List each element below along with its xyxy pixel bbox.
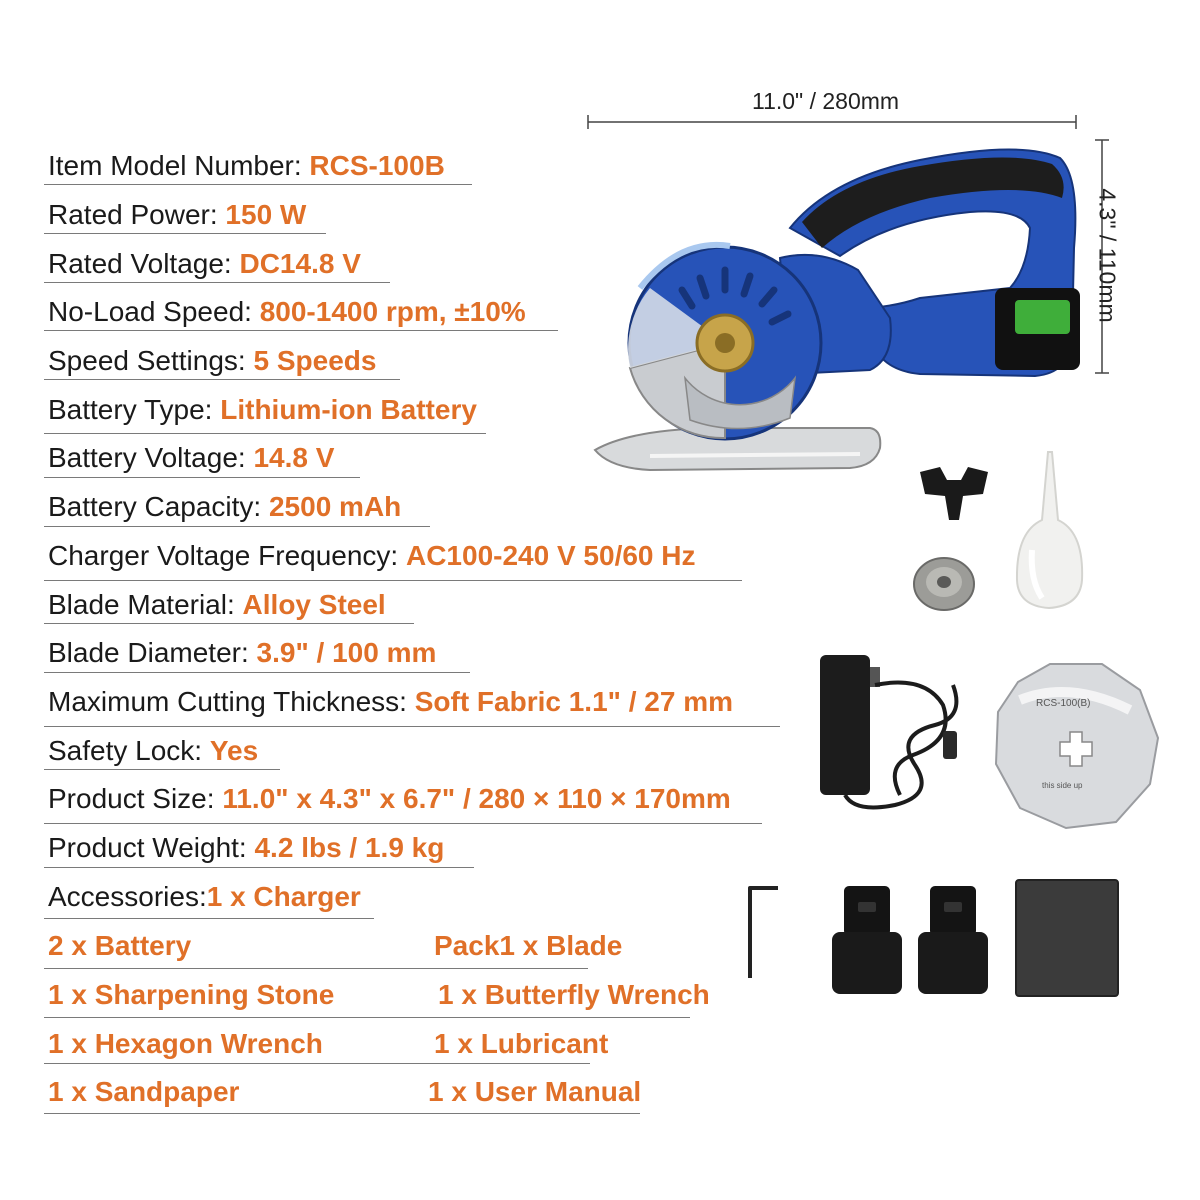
spec-value: Soft Fabric 1.1" / 27 mm	[414, 686, 733, 717]
spec-value: 4.2 lbs / 1.9 kg	[254, 832, 445, 863]
spec-label: Safety Lock:	[48, 735, 210, 766]
divider	[44, 867, 474, 868]
spec-rated-power	[48, 199, 306, 231]
spec-no-load-speed	[48, 296, 526, 328]
spec-cutting-thickness	[48, 686, 733, 718]
height-dimension-label: 4.3" / 110mm	[1094, 188, 1121, 323]
divider	[44, 282, 390, 283]
spec-model	[48, 150, 445, 182]
blade-side-text: this side up	[1042, 781, 1083, 790]
spec-label: Battery Capacity:	[48, 491, 269, 522]
divider	[44, 672, 470, 673]
spec-value: AC100-240 V 50/60 Hz	[405, 540, 696, 571]
spec-label: Speed Settings:	[48, 345, 254, 376]
divider	[44, 330, 558, 331]
spec-label: Battery Type:	[48, 394, 221, 425]
spec-label: Blade Diameter:	[48, 637, 257, 668]
spec-charger-voltage	[48, 540, 696, 572]
spec-label: Rated Power:	[48, 199, 226, 230]
spec-accessories	[48, 881, 361, 913]
sharpening-stone-image	[910, 556, 978, 612]
spec-label: Item Model Number:	[48, 150, 310, 181]
spec-blade-diameter	[48, 637, 436, 669]
spec-label: Accessories:	[48, 881, 207, 912]
divider	[44, 233, 326, 234]
spec-safety-lock	[48, 735, 258, 767]
spec-product-weight	[48, 832, 444, 864]
spec-value: Alloy Steel	[242, 589, 386, 620]
spec-value: 3.9" / 100 mm	[256, 637, 437, 668]
spec-battery-type	[48, 394, 477, 426]
spec-label: Product Weight:	[48, 832, 255, 863]
spec-rated-voltage	[48, 248, 361, 280]
divider	[44, 1017, 690, 1018]
spec-value: 11.0" x 4.3" x 6.7" / 280 × 110 × 170mm	[222, 783, 731, 814]
battery-pack	[832, 886, 902, 994]
spec-value: DC14.8 V	[239, 248, 361, 279]
spec-value: 1 x Charger	[206, 881, 361, 912]
accessory-item: Pack1 x Blade	[434, 930, 623, 961]
spec-battery-capacity	[48, 491, 401, 523]
divider	[44, 379, 400, 380]
divider	[44, 580, 742, 581]
divider	[44, 184, 472, 185]
accessory-item: 1 x Butterfly Wrench	[438, 979, 710, 1010]
divider	[44, 918, 374, 919]
divider	[44, 433, 486, 434]
spec-label: Maximum Cutting Thickness:	[48, 686, 415, 717]
divider	[44, 769, 280, 770]
spec-label: Battery Voltage:	[48, 442, 254, 473]
spec-label: No-Load Speed:	[48, 296, 260, 327]
battery-pack	[918, 886, 988, 994]
spec-label: Rated Voltage:	[48, 248, 240, 279]
spec-value: 5 Speeds	[253, 345, 377, 376]
spec-value: 2500 mAh	[268, 491, 402, 522]
accessory-item: 1 x Hexagon Wrench	[48, 1028, 323, 1059]
spec-label: Charger Voltage Frequency:	[48, 540, 406, 571]
spec-product-size	[48, 783, 731, 815]
width-dimension-label: 11.0" / 280mm	[752, 88, 900, 114]
blade-model-text: RCS-100(B)	[1036, 698, 1091, 709]
hexagon-wrench-image	[740, 882, 786, 984]
spec-value: 150 W	[225, 199, 307, 230]
accessory-item: 1 x User Manual	[428, 1076, 642, 1107]
divider	[44, 1063, 590, 1064]
spec-value: RCS-100B	[309, 150, 445, 181]
spec-blade-material	[48, 589, 386, 621]
spec-value: 800-1400 rpm, ±10%	[259, 296, 526, 327]
divider	[44, 726, 780, 727]
divider	[44, 1113, 640, 1114]
accessory-item: 1 x Lubricant	[434, 1028, 609, 1059]
lubricant-bottle-image	[1012, 450, 1087, 610]
sandpaper-image	[1012, 876, 1122, 1000]
spec-label: Product Size:	[48, 783, 223, 814]
spec-value: Yes	[209, 735, 259, 766]
rotary-cutter-image	[590, 138, 1090, 478]
spec-value: Lithium-ion Battery	[220, 394, 477, 425]
accessory-item: 1 x Sandpaper	[48, 1076, 240, 1107]
spare-blade-image	[990, 660, 1162, 832]
spec-speed-settings	[48, 345, 376, 377]
butterfly-wrench-image	[915, 462, 993, 522]
charger-image	[815, 645, 970, 815]
spec-battery-voltage	[48, 442, 334, 474]
spec-value: 14.8 V	[253, 442, 335, 473]
accessory-item: 2 x Battery	[48, 930, 192, 961]
divider	[44, 477, 360, 478]
divider	[44, 823, 762, 824]
accessory-item: 1 x Sharpening Stone	[48, 979, 335, 1010]
divider	[44, 968, 588, 969]
battery-packs-image	[828, 884, 1000, 1000]
spec-label: Blade Material:	[48, 589, 243, 620]
divider	[44, 623, 414, 624]
divider	[44, 526, 430, 527]
